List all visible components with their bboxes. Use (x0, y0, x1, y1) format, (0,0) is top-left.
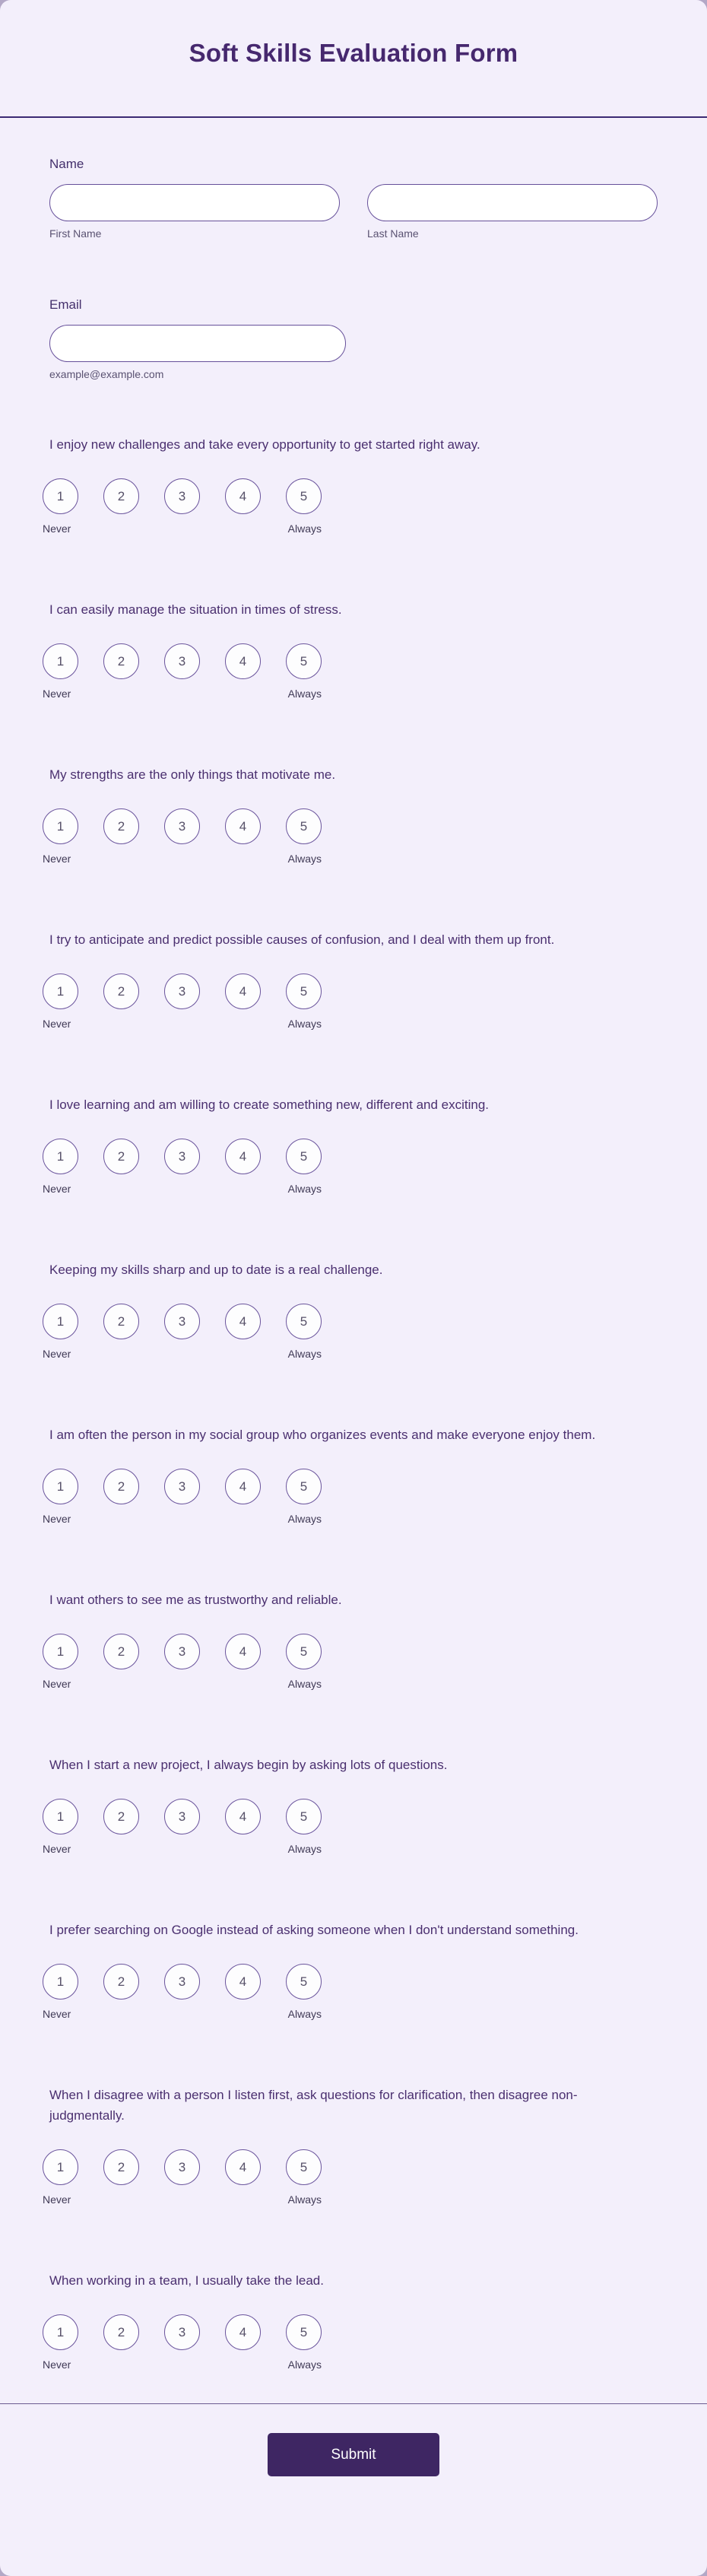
question-label: My strengths are the only things that motivate me. (49, 767, 336, 782)
rating-circle-2[interactable]: 2 (103, 1964, 139, 1999)
question-block (43, 929, 658, 1031)
rating-circle-1[interactable]: 1 (43, 974, 78, 1009)
scale-max-label: Always (287, 1018, 322, 1030)
rating-circle-3[interactable]: 3 (164, 1304, 200, 1339)
rating-circle-3[interactable]: 3 (164, 1139, 200, 1174)
question-block (43, 599, 658, 700)
question-block (43, 2085, 658, 2206)
scale-min-label: Never (43, 2358, 71, 2371)
question-block (43, 1590, 658, 1691)
rating-circle-3[interactable]: 3 (164, 808, 200, 844)
rating-scale (43, 974, 658, 1009)
question-label: Keeping my skills sharp and up to date is a real challenge. (49, 1263, 383, 1277)
scale-labels (43, 852, 322, 866)
rating-circle-1[interactable]: 1 (43, 808, 78, 844)
rating-circle-1[interactable]: 1 (43, 1139, 78, 1174)
rating-circle-2[interactable]: 2 (103, 974, 139, 1009)
form-content (0, 118, 707, 2371)
rating-scale (43, 1799, 658, 1834)
rating-circle-2[interactable]: 2 (103, 643, 139, 679)
first-name-column (49, 184, 340, 240)
rating-circle-4[interactable]: 4 (225, 1304, 261, 1339)
form-header (0, 0, 707, 118)
rating-circle-5[interactable]: 5 (286, 808, 322, 844)
rating-circle-5[interactable]: 5 (286, 1964, 322, 1999)
scale-min-label: Never (43, 523, 71, 535)
rating-circle-4[interactable]: 4 (225, 1139, 261, 1174)
rating-circle-5[interactable]: 5 (286, 2149, 322, 2185)
scale-labels (43, 687, 322, 700)
rating-circle-1[interactable]: 1 (43, 1799, 78, 1834)
scale-max-label: Always (287, 1678, 322, 1690)
scale-min-label: Never (43, 853, 71, 865)
questions-list (43, 434, 658, 2371)
rating-circle-3[interactable]: 3 (164, 1964, 200, 1999)
last-name-input[interactable] (367, 184, 658, 221)
question-block (43, 2270, 658, 2371)
rating-circle-2[interactable]: 2 (103, 1799, 139, 1834)
rating-circle-5[interactable]: 5 (286, 1304, 322, 1339)
rating-circle-5[interactable]: 5 (286, 1469, 322, 1504)
rating-scale (43, 1964, 658, 1999)
rating-scale (43, 1469, 658, 1504)
question-block (43, 764, 658, 866)
rating-circle-4[interactable]: 4 (225, 974, 261, 1009)
question-label: I am often the person in my social group who organizes events and make everyone enjoy them. (49, 1428, 596, 1442)
rating-circle-3[interactable]: 3 (164, 478, 200, 514)
question-label: When I disagree with a person I listen first, ask questions for clarification, then disagree non-judgmentally. (49, 2088, 578, 2123)
email-field-label: Email (49, 297, 82, 312)
rating-circle-1[interactable]: 1 (43, 1964, 78, 1999)
question-block (43, 1425, 658, 1526)
rating-circle-2[interactable]: 2 (103, 2314, 139, 2350)
rating-scale (43, 808, 658, 844)
rating-circle-3[interactable]: 3 (164, 2149, 200, 2185)
question-block (43, 1755, 658, 1856)
question-block (43, 1920, 658, 2021)
scale-labels (43, 2358, 322, 2371)
question-label: I prefer searching on Google instead of asking someone when I don't understand something. (49, 1923, 579, 1937)
rating-scale (43, 643, 658, 679)
scale-max-label: Always (287, 1843, 322, 1855)
rating-circle-4[interactable]: 4 (225, 1799, 261, 1834)
scale-labels (43, 1512, 322, 1526)
question-label: When working in a team, I usually take the lead. (49, 2273, 324, 2288)
rating-scale (43, 1139, 658, 1174)
rating-circle-4[interactable]: 4 (225, 478, 261, 514)
rating-circle-4[interactable]: 4 (225, 643, 261, 679)
rating-circle-4[interactable]: 4 (225, 2314, 261, 2350)
rating-circle-2[interactable]: 2 (103, 1304, 139, 1339)
rating-circle-1[interactable]: 1 (43, 2149, 78, 2185)
scale-labels (43, 1347, 322, 1361)
page-title: Soft Skills Evaluation Form (189, 39, 518, 67)
scale-labels (43, 1182, 322, 1196)
scale-max-label: Always (287, 1513, 322, 1525)
rating-circle-5[interactable]: 5 (286, 643, 322, 679)
rating-circle-1[interactable]: 1 (43, 478, 78, 514)
rating-circle-5[interactable]: 5 (286, 1634, 322, 1669)
rating-circle-3[interactable]: 3 (164, 1634, 200, 1669)
scale-max-label: Always (287, 688, 322, 700)
rating-scale (43, 2314, 658, 2350)
rating-circle-3[interactable]: 3 (164, 974, 200, 1009)
rating-circle-2[interactable]: 2 (103, 1469, 139, 1504)
scale-labels (43, 2007, 322, 2021)
first-name-sublabel: First Name (49, 227, 102, 240)
rating-circle-5[interactable]: 5 (286, 1139, 322, 1174)
rating-circle-4[interactable]: 4 (225, 1469, 261, 1504)
scale-labels (43, 522, 322, 535)
question-label: I want others to see me as trustworthy and reliable. (49, 1593, 342, 1607)
scale-min-label: Never (43, 2193, 71, 2206)
scale-max-label: Always (287, 2193, 322, 2206)
question-block (43, 1094, 658, 1196)
question-label: When I start a new project, I always begin by asking lots of questions. (49, 1758, 448, 1772)
rating-circle-3[interactable]: 3 (164, 1469, 200, 1504)
rating-circle-2[interactable]: 2 (103, 2149, 139, 2185)
scale-max-label: Always (287, 853, 322, 865)
rating-circle-4[interactable]: 4 (225, 808, 261, 844)
scale-max-label: Always (287, 2008, 322, 2020)
scale-min-label: Never (43, 1513, 71, 1525)
rating-circle-2[interactable]: 2 (103, 478, 139, 514)
email-hint: example@example.com (49, 368, 164, 380)
rating-circle-3[interactable]: 3 (164, 2314, 200, 2350)
name-field-group (49, 154, 658, 240)
scale-labels (43, 1842, 322, 1856)
rating-circle-5[interactable]: 5 (286, 478, 322, 514)
rating-scale (43, 478, 658, 514)
email-input[interactable] (49, 325, 346, 362)
scale-max-label: Always (287, 523, 322, 535)
scale-min-label: Never (43, 1843, 71, 1855)
scale-min-label: Never (43, 2008, 71, 2020)
scale-min-label: Never (43, 1678, 71, 1690)
footer-divider (0, 2403, 707, 2404)
rating-circle-3[interactable]: 3 (164, 1799, 200, 1834)
first-name-input[interactable] (49, 184, 340, 221)
rating-circle-1[interactable]: 1 (43, 643, 78, 679)
submit-button[interactable]: Submit (268, 2433, 439, 2476)
question-label: I try to anticipate and predict possible causes of confusion, and I deal with them up front. (49, 932, 555, 947)
question-label: I enjoy new challenges and take every opportunity to get started right away. (49, 437, 480, 452)
scale-min-label: Never (43, 1183, 71, 1195)
rating-circle-5[interactable]: 5 (286, 2314, 322, 2350)
rating-circle-5[interactable]: 5 (286, 1799, 322, 1834)
rating-circle-2[interactable]: 2 (103, 1634, 139, 1669)
email-field-group (49, 295, 658, 381)
scale-max-label: Always (287, 1183, 322, 1195)
question-block (43, 434, 658, 535)
question-block (43, 1259, 658, 1361)
scale-labels (43, 1677, 322, 1691)
rating-scale (43, 1634, 658, 1669)
rating-circle-4[interactable]: 4 (225, 2149, 261, 2185)
scale-min-label: Never (43, 688, 71, 700)
scale-labels (43, 2193, 322, 2206)
last-name-sublabel: Last Name (367, 227, 419, 240)
rating-circle-1[interactable]: 1 (43, 1634, 78, 1669)
rating-circle-1[interactable]: 1 (43, 1469, 78, 1504)
question-label: I can easily manage the situation in times of stress. (49, 602, 342, 617)
scale-max-label: Always (287, 2358, 322, 2371)
scale-min-label: Never (43, 1348, 71, 1360)
name-field-label: Name (49, 157, 84, 171)
rating-circle-1[interactable]: 1 (43, 2314, 78, 2350)
rating-scale (43, 2149, 658, 2185)
rating-circle-2[interactable]: 2 (103, 808, 139, 844)
question-label: I love learning and am willing to create something new, different and exciting. (49, 1097, 490, 1112)
rating-circle-4[interactable]: 4 (225, 1634, 261, 1669)
rating-circle-5[interactable]: 5 (286, 974, 322, 1009)
rating-circle-1[interactable]: 1 (43, 1304, 78, 1339)
rating-circle-4[interactable]: 4 (225, 1964, 261, 1999)
rating-circle-2[interactable]: 2 (103, 1139, 139, 1174)
scale-max-label: Always (287, 1348, 322, 1360)
last-name-column (367, 184, 658, 240)
rating-circle-3[interactable]: 3 (164, 643, 200, 679)
name-row (49, 184, 658, 240)
scale-labels (43, 1017, 322, 1031)
rating-scale (43, 1304, 658, 1339)
scale-min-label: Never (43, 1018, 71, 1030)
